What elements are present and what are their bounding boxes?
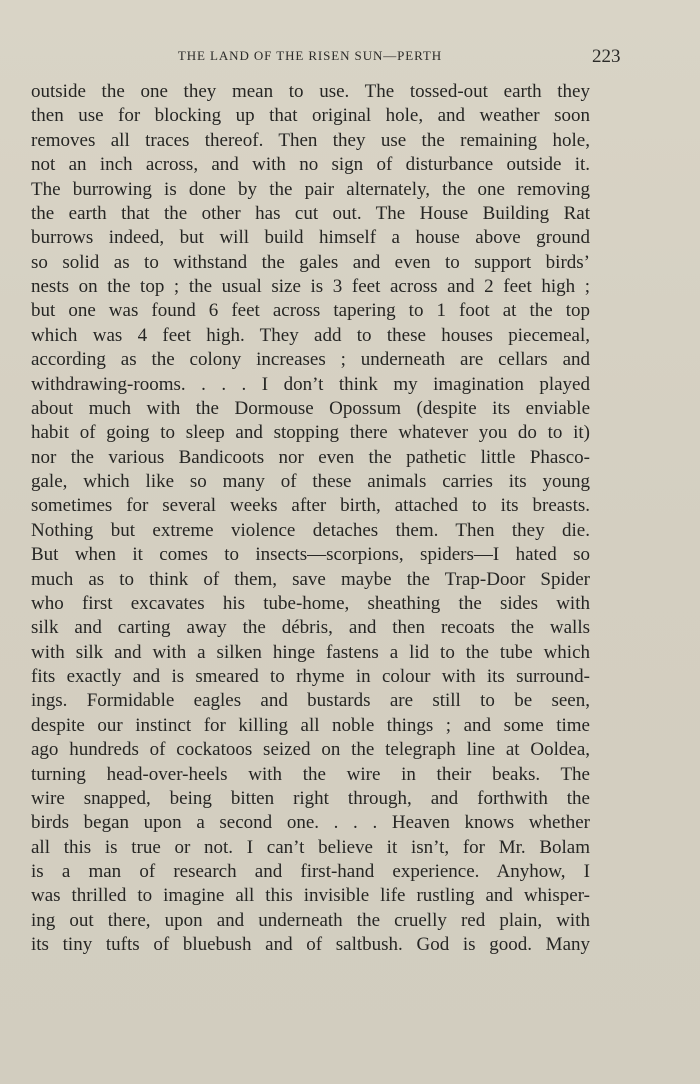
text-line: But when it comes to insects—scorpions, spiders—I hated so [31,544,590,566]
text-line: who first excavates his tube-home, sheathing the sides with [31,592,590,614]
text-line: sometimes for several weeks after birth, attached to its breasts. [31,495,590,517]
text-line: gale, which like so many of these animals carries its young [31,471,590,492]
text-line: birds began upon a second one. . . . Heaven knows whether [31,812,590,834]
text-line: with silk and with a silken hinge fastens a lid to the tube which [31,641,590,663]
text-line: silk and carting away the débris, and then recoats the walls [31,617,590,639]
text-line: fits exactly and is smeared to rhyme in colour with its surround- [31,666,590,687]
text-line: not an inch across, and with no sign of disturbance outside it. [31,154,590,176]
text-line: turning head-over-heels with the wire in their beaks. The [31,763,590,785]
text-line: about much with the Dormouse Opossum (despite its enviable [31,397,590,419]
text-line: removes all traces thereof. Then they use the remaining hole, [31,129,590,151]
text-line: ing out there, upon and underneath the cruelly red plain, with [31,909,590,931]
text-line: which was 4 feet high. They add to these houses piecemeal, [31,324,590,346]
text-line: according as the colony increases ; underneath are cellars and [31,349,590,371]
text-line: wire snapped, being bitten right through, and forthwith the [31,787,590,809]
text-line: was thrilled to imagine all this invisible life rustling and whisper- [31,885,590,907]
text-line: Nothing but extreme violence detaches them. Then they die. [31,519,590,541]
text-line: much as to think of them, save maybe the Trap-Door Spider [31,568,590,590]
text-line: ings. Formidable eagles and bustards are still to be seen, [31,690,590,712]
text-line: The burrowing is done by the pair alternately, the one removing [31,178,590,200]
page-number: 223 [592,46,621,67]
text-line: withdrawing-rooms. . . . I don’t think my imagination played [31,373,590,395]
text-line: despite our instinct for killing all noble things ; and some time [31,714,590,736]
text-line: all this is true or not. I can’t believe it isn’t, for Mr. Bolam [31,836,590,858]
body-text [31,80,590,958]
text-line: is a man of research and first-hand experience. Anyhow, I [31,861,590,882]
text-line: outside the one they mean to use. The tossed-out earth they [31,81,590,102]
text-line: the earth that the other has cut out. The House Building Rat [31,202,590,224]
text-line: then use for blocking up that original hole, and weather soon [31,105,590,127]
text-line: nests on the top ; the usual size is 3 feet across and 2 feet high ; [31,276,590,297]
text-line: ago hundreds of cockatoos seized on the telegraph line at Ooldea, [31,739,590,761]
running-head: THE LAND OF THE RISEN SUN—PERTH [177,48,443,63]
text-line: habit of going to sleep and stopping there whatever you do to it) [31,422,590,444]
text-line: burrows indeed, but will build himself a house above ground [31,227,590,249]
text-line: so solid as to withstand the gales and even to support birds’ [31,251,590,273]
text-line: nor the various Bandicoots nor even the pathetic little Phasco- [31,446,590,468]
text-line: its tiny tufts of bluebush and of saltbush. God is good. Many [31,934,590,956]
page-header [30,46,621,70]
text-line: but one was found 6 feet across tapering to 1 foot at the top [31,300,590,322]
